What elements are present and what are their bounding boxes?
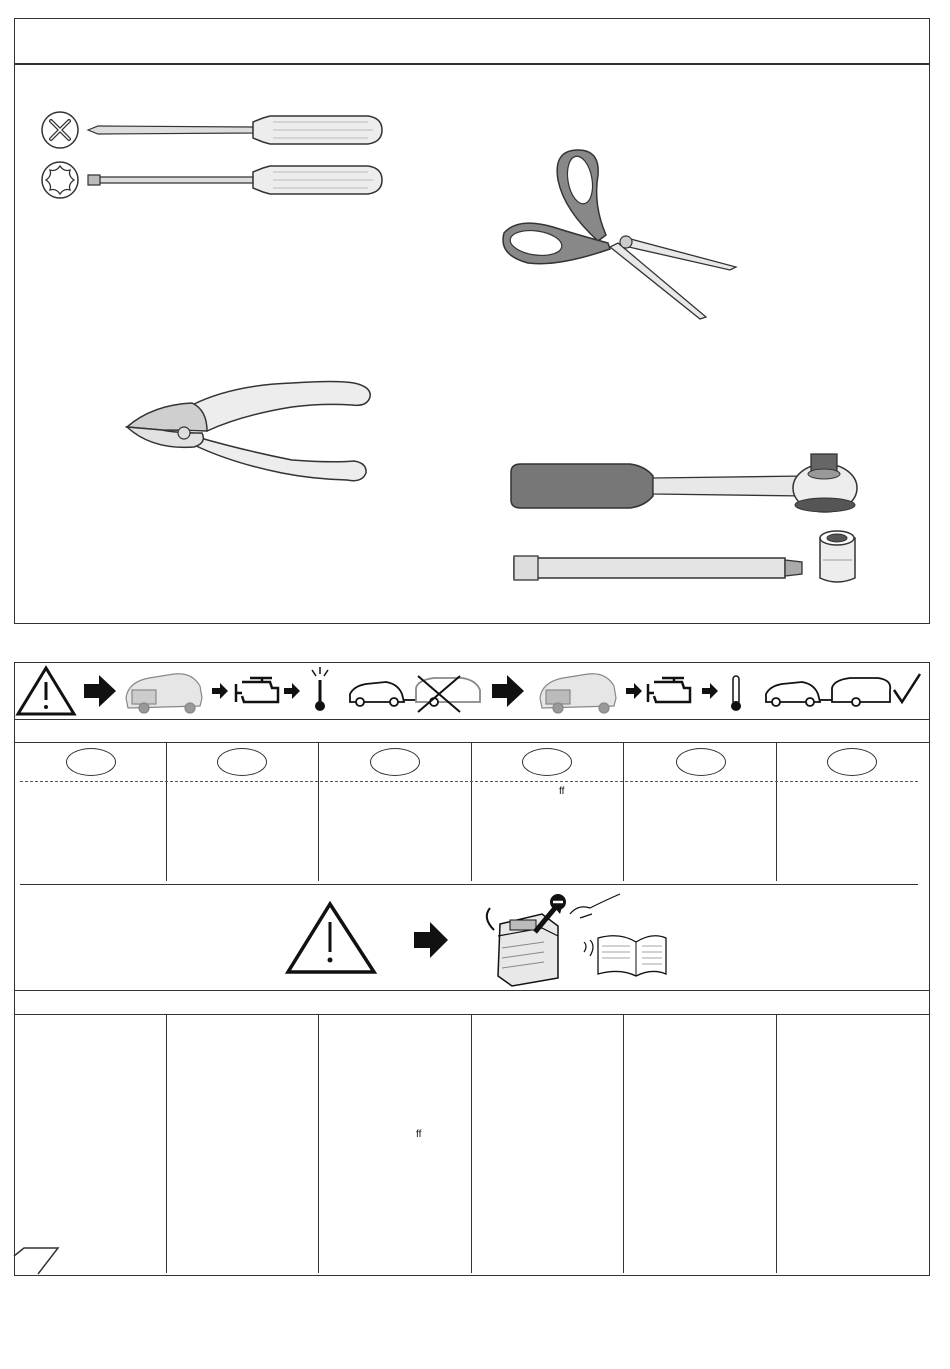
warning-triangle-icon — [288, 904, 374, 972]
divider-line — [20, 884, 918, 885]
language-oval-1 — [66, 748, 116, 776]
section-header-top — [14, 719, 930, 743]
arrow-right-icon — [414, 922, 448, 958]
top-column-text-4: ff — [559, 786, 565, 797]
phillips-screwdriver-icon — [38, 108, 388, 152]
arrow-right-icon — [84, 675, 116, 707]
manual-book-icon — [584, 936, 666, 976]
bottom-column-text-3: ff — [416, 1129, 422, 1140]
language-oval-4 — [522, 748, 572, 776]
language-oval-2 — [217, 748, 267, 776]
section-header-bottom — [14, 990, 930, 1015]
torx-screwdriver-icon — [38, 158, 388, 202]
extension-bar-icon — [510, 548, 810, 588]
warning-triangle-icon — [18, 668, 74, 714]
bottom-column-dividers — [14, 1015, 930, 1273]
warning-strip — [14, 662, 930, 720]
temperature-cold-icon — [731, 676, 741, 711]
engine-icon — [236, 678, 278, 702]
socket-icon — [815, 528, 860, 588]
temperature-hot-icon — [312, 667, 328, 711]
checkmark-icon — [894, 674, 920, 702]
language-oval-6 — [827, 748, 877, 776]
diagonal-cutters-icon — [122, 375, 377, 490]
no-towing-icon — [350, 676, 480, 712]
language-oval-5 — [676, 748, 726, 776]
language-oval-3 — [370, 748, 420, 776]
ratchet-wrench-icon — [505, 450, 865, 520]
battery-warning-row — [280, 886, 670, 990]
car-front-icon — [126, 674, 202, 713]
scissors-icon — [498, 145, 743, 325]
tools-panel-header-divider — [14, 63, 930, 65]
top-column-dividers — [14, 743, 930, 883]
towing-ok-icon — [766, 678, 890, 706]
page-corner-tab — [14, 1246, 64, 1276]
